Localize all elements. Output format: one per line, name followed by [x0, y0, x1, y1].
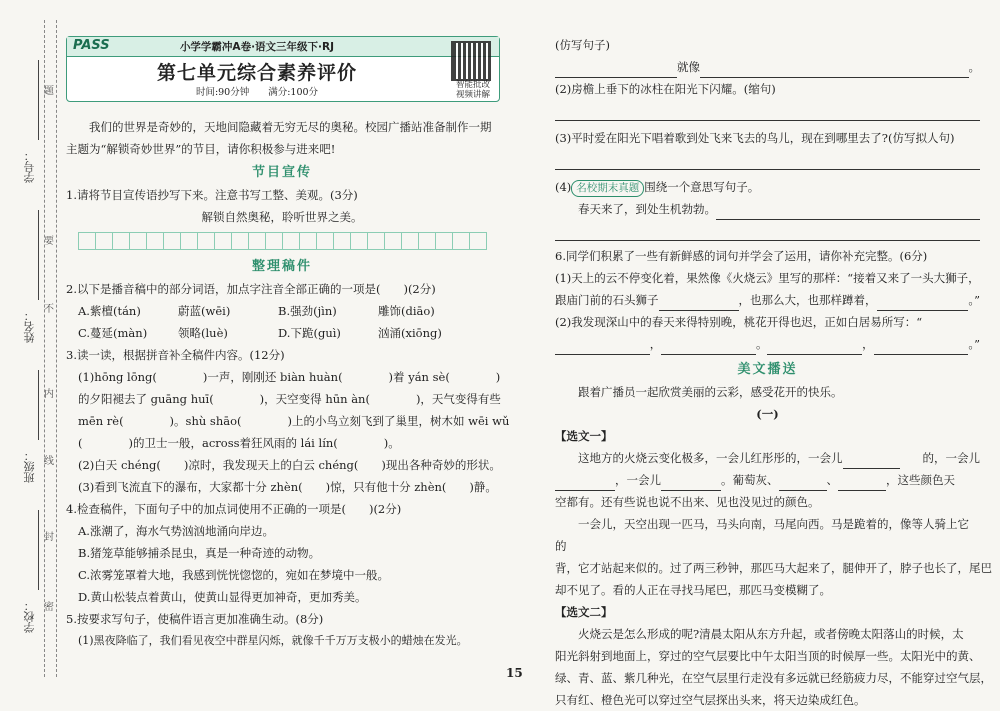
q6-sentence-1-cont: 跟庙门前的石头狮子 ，也那么大，也那样蹲着， 。” — [555, 289, 980, 311]
q5-sentence-1: (1)黑夜降临了，我们看见夜空中群星闪烁，就像千千万万支极小的蜡烛在发光。 — [78, 634, 468, 647]
question-5: 5.按要求写句子，使稿件语言更加准确生动。(8分) — [66, 612, 324, 626]
seal-char: 密 — [44, 602, 54, 613]
q6-answer-row: ， 。 ， 。” — [555, 333, 980, 355]
seal-char: 内 — [44, 389, 54, 400]
q2-option[interactable]: A.紫檀(tán) — [78, 304, 141, 318]
q2-option: 汹涌(xiōng) — [378, 326, 442, 340]
name-label: 姓名： — [23, 310, 36, 343]
page-number: 15 — [506, 666, 523, 680]
q3-line[interactable]: (2)白天 chéng( )凉时，我发现天上的白云 chéng( )现出各种奇妙的形状。 — [78, 458, 501, 472]
q2-option: 蔚蓝(wēi) — [178, 304, 231, 318]
answer-line[interactable] — [555, 149, 980, 170]
q3-line[interactable]: (3)看到飞流直下的瀑布，大家都十分 zhèn( )惊，只有他十分 zhèn( )静。 — [78, 480, 497, 494]
answer-blank[interactable] — [661, 476, 721, 491]
answer-blank[interactable] — [716, 205, 980, 220]
answer-blank[interactable] — [555, 63, 677, 78]
question-6: 6.同学们积累了一些有新鲜感的词句并学会了运用，请你补充完整。(6分) — [555, 249, 928, 263]
exam-header — [66, 36, 500, 102]
answer-blank[interactable] — [843, 454, 900, 469]
cut-line — [44, 20, 45, 677]
q6-sentence-2: (2)我发现深山中的春天来得特别晚，桃花开得也迟，正如白居易所写：“ — [555, 315, 923, 329]
q5-sentence-4: (4) 名校期末真题 围绕一个意思写句子。 — [555, 176, 980, 198]
right-column — [555, 34, 992, 711]
qr-code-icon[interactable] — [451, 41, 491, 81]
exam-title: 第七单元综合素养评价 — [156, 62, 357, 84]
writing-grid[interactable] — [78, 232, 498, 250]
slogan-text: 解锁自然奥秘，聆听世界之美。 — [201, 210, 363, 224]
q5-mid-word: 就像 — [677, 60, 701, 74]
seal-char: 封 — [44, 532, 54, 543]
q2-option[interactable]: B.强劲(jìn) — [278, 304, 337, 318]
question-3: 3.读一读，根据拼音补全稿件内容。(12分) — [66, 348, 285, 362]
student-id-line[interactable] — [38, 60, 39, 140]
student-id-label: 学号： — [23, 150, 36, 183]
intro-text: 我们的世界是奇妙的，天地间隐藏着无穷无尽的奥秘。校园广播站准备制作一期主题为“解锁奇妙世界”的节目，请你积极参与进来吧! — [66, 120, 492, 156]
left-column — [66, 116, 510, 652]
q5-given-row — [555, 198, 980, 220]
passage-b-title: 【选文二】 — [555, 605, 613, 619]
passage-a-p2: ，一会儿 。葡萄灰、 、 ，这些颜色天 — [555, 469, 980, 491]
q5-hint: (仿写句子) — [555, 38, 610, 52]
seal-char: 题 — [44, 86, 54, 97]
passage-b-p3: 绿、青、蓝、紫几种光，在空气层里行走没有多远就已经筋疲力尽，不能穿过空气层， — [555, 671, 992, 685]
passage-b-p2: 阳光斜射到地面上，穿过的空气层要比中午太阳当顶的时候厚一些。太阳光中的黄、 — [555, 649, 981, 663]
seal-char: 线 — [44, 456, 54, 467]
cut-line — [56, 20, 57, 677]
question-4: 4.检查稿件，下面句子中的加点词使用不正确的一项是( )(2分) — [66, 502, 402, 516]
passage-b-p1: 火烧云是怎么形成的呢?清晨太阳从东方升起，或者傍晚太阳落山的时候，太 — [578, 627, 964, 641]
pass-logo: PASS — [73, 38, 110, 53]
q3-line[interactable]: ( )的卫士一般，across着狂风雨的 lái lín( )。 — [78, 436, 400, 450]
answer-blank[interactable] — [767, 340, 862, 355]
reading-intro: 跟着广播员一起欣赏美丽的云彩，感受花开的快乐。 — [578, 385, 843, 399]
answer-blank[interactable] — [779, 476, 827, 491]
question-2: 2.以下是播音稿中的部分词语，加点字注音全部正确的一项是( )(2分) — [66, 282, 436, 296]
section-title: 节目宣传 — [251, 165, 312, 180]
passage-a-p5: 背，它才站起来似的。过了两三秒钟，那匹马大起来了，腿伸开了，脖子也长了，尾巴 — [555, 561, 992, 575]
answer-blank[interactable] — [874, 340, 969, 355]
series-title: 小学学霸冲A卷·语文三年级下·RJ — [179, 41, 335, 53]
class-label: 班级： — [23, 450, 36, 483]
q5-given-text: 春天来了，到处生机勃勃。 — [578, 202, 716, 216]
class-line[interactable] — [38, 370, 39, 440]
seal-char: 要 — [44, 236, 54, 247]
passage-a-p1: 这地方的火烧云变化极多，一会儿红彤彤的，一会儿 的，一会儿 — [555, 447, 980, 469]
section-title: 美文播送 — [737, 362, 798, 377]
answer-line[interactable] — [555, 100, 980, 121]
passage-a-p6: 却不见了。看的人正在寻找马尾巴，那匹马变模糊了。 — [555, 583, 831, 597]
q5-sentence-3: (3)平时爱在阳光下唱着歌到处飞来飞去的鸟儿，现在到哪里去了?(仿写拟人句) — [555, 131, 955, 145]
answer-line[interactable] — [555, 220, 980, 241]
q2-option[interactable]: D.下跪(guì) — [278, 326, 341, 340]
seal-char: 不 — [44, 304, 54, 315]
answer-blank[interactable] — [838, 476, 886, 491]
answer-blank[interactable] — [555, 340, 650, 355]
answer-blank[interactable] — [700, 63, 968, 78]
q2-option[interactable]: C.蔓延(màn) — [78, 326, 148, 340]
passage-b-p4: 只有红、橙色光可以穿过空气层探出头来，将天边染成红色。 — [555, 693, 866, 707]
q2-option: 领略(luè) — [178, 326, 228, 340]
passage-a-title: 【选文一】 — [555, 429, 613, 443]
binding-margin — [0, 0, 62, 697]
q4-option[interactable]: D.黄山松装点着黄山，使黄山显得更加神奇，更加秀美。 — [78, 590, 367, 604]
q2-options-row — [66, 322, 498, 344]
qr-caption: 智能批改 视频讲解 — [455, 80, 490, 100]
exam-meta: 时间:90分钟 满分:100分 — [195, 87, 319, 98]
q6-sentence-1: (1)天上的云不停变化着，果然像《火烧云》里写的那样：“接着又来了一头大狮子， — [555, 271, 980, 285]
answer-blank[interactable] — [659, 296, 739, 311]
q2-options-row — [66, 300, 498, 322]
q3-line[interactable]: (1)hōng lōng( )一声，刚刚还 biàn huàn( )着 yán sè( ) — [78, 370, 501, 384]
q3-line[interactable]: 的夕阳褪去了 guāng huī( )，天空变得 hūn àn( )，天气变得有些 — [78, 392, 501, 406]
answer-blank[interactable] — [661, 340, 756, 355]
question-1: 1.请将节目宣传语抄写下来。注意书写工整、美观。(3分) — [66, 188, 358, 202]
name-line[interactable] — [38, 210, 39, 300]
q4-option[interactable]: A.涨潮了，海水气势汹汹地涌向岸边。 — [78, 524, 274, 538]
section-title: 整理稿件 — [251, 259, 312, 274]
q3-line[interactable]: mēn rè( )。shù shāo( )上的小鸟立刻飞到了巢里，树木如 wēi wǔ — [78, 414, 510, 428]
answer-blank[interactable] — [555, 476, 615, 491]
q4-option[interactable]: B.猪笼草能够捕杀昆虫，真是一种奇迹的动物。 — [78, 546, 321, 560]
q2-option: 雕饰(diāo) — [378, 304, 435, 318]
q5-sentence-2: (2)房檐上垂下的冰柱在阳光下闪耀。(缩句) — [555, 82, 776, 96]
q5-answer-row: 就像 。 — [555, 56, 980, 78]
school-label: 学校： — [23, 600, 36, 633]
passage-a-p3: 空都有。还有些说也说不出来、见也没见过的颜色。 — [555, 495, 820, 509]
q4-option[interactable]: C.浓雾笼罩着大地，我感到恍恍惚惚的，宛如在梦境中一般。 — [78, 568, 390, 582]
reading-part: (一) — [756, 407, 779, 421]
school-line[interactable] — [38, 510, 39, 590]
passage-a-p4: 一会儿，天空出现一匹马，马头向南，马尾向西。马是跪着的，像等人骑上它的 — [555, 517, 969, 553]
exam-tag: 名校期末真题 — [571, 180, 644, 197]
answer-blank[interactable] — [877, 296, 969, 311]
